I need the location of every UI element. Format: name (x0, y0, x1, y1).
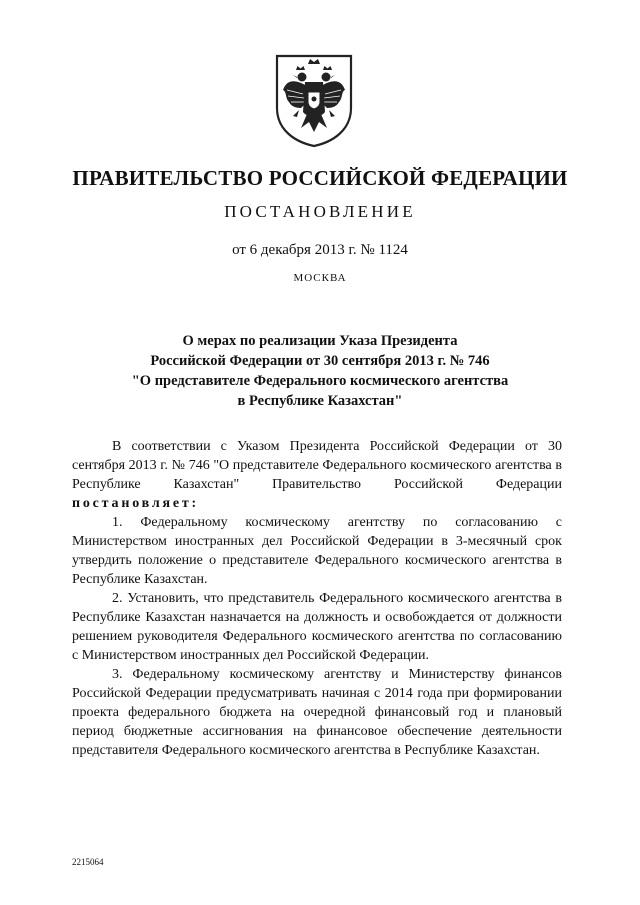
preamble-text: В соответствии с Указом Президента Российской Федерации от 30 сентября 2013 г. № 746 "О представителе Федерального космического агентства в Республике Казахстан" Правительство Российской Федерации (72, 439, 562, 492)
government-name: ПРАВИТЕЛЬСТВО РОССИЙСКОЙ ФЕДЕРАЦИИ (72, 166, 568, 190)
coat-of-arms-icon (271, 50, 357, 148)
decides-keyword: постановляет: (72, 496, 200, 511)
title-line-3: "О представителе Федерального космического агентства (131, 373, 509, 389)
title-line-4: в Республике Казахстан" (237, 393, 403, 409)
clause-1: 1. Федеральному космическому агентству по согласованию с Министерством иностранных дел Российской Федерации в 3-месячный срок утвердить положение о представителе Федерального космического агентства в Республике Казахстан. (72, 515, 562, 587)
clause-2: 2. Установить, что представитель Федерального космического агентства в Республике Казахстан назначается на должность и освобождается от должности решением руководителя Федерального космического агентства по согласованию с Министерством иностранных дел Российской Федерации. (72, 591, 562, 663)
title-line-1: О мерах по реализации Указа Президента (182, 333, 458, 349)
document-type: ПОСТАНОВЛЕНИЕ (224, 202, 416, 221)
clause-3: 3. Федеральному космическому агентству и Министерству финансов Российской Федерации предусматривать начиная с 2014 года при формировании проекта федерального бюджета на очередной финансовый год и плановый период бюджетные ассигнования на финансовое обеспечение деятельности представителя Федерального космического агентства в Республике Казахстан. (72, 667, 562, 758)
title-line-2: Российской Федерации от 30 сентября 2013 г. № 746 (150, 353, 490, 369)
document-body (72, 437, 562, 760)
preamble-paragraph (72, 437, 562, 513)
document-title (100, 331, 540, 411)
document-number: 2215064 (72, 857, 104, 867)
city-name: МОСКВА (293, 272, 347, 284)
document-date-number: от 6 декабря 2013 г. № 1124 (232, 242, 408, 258)
